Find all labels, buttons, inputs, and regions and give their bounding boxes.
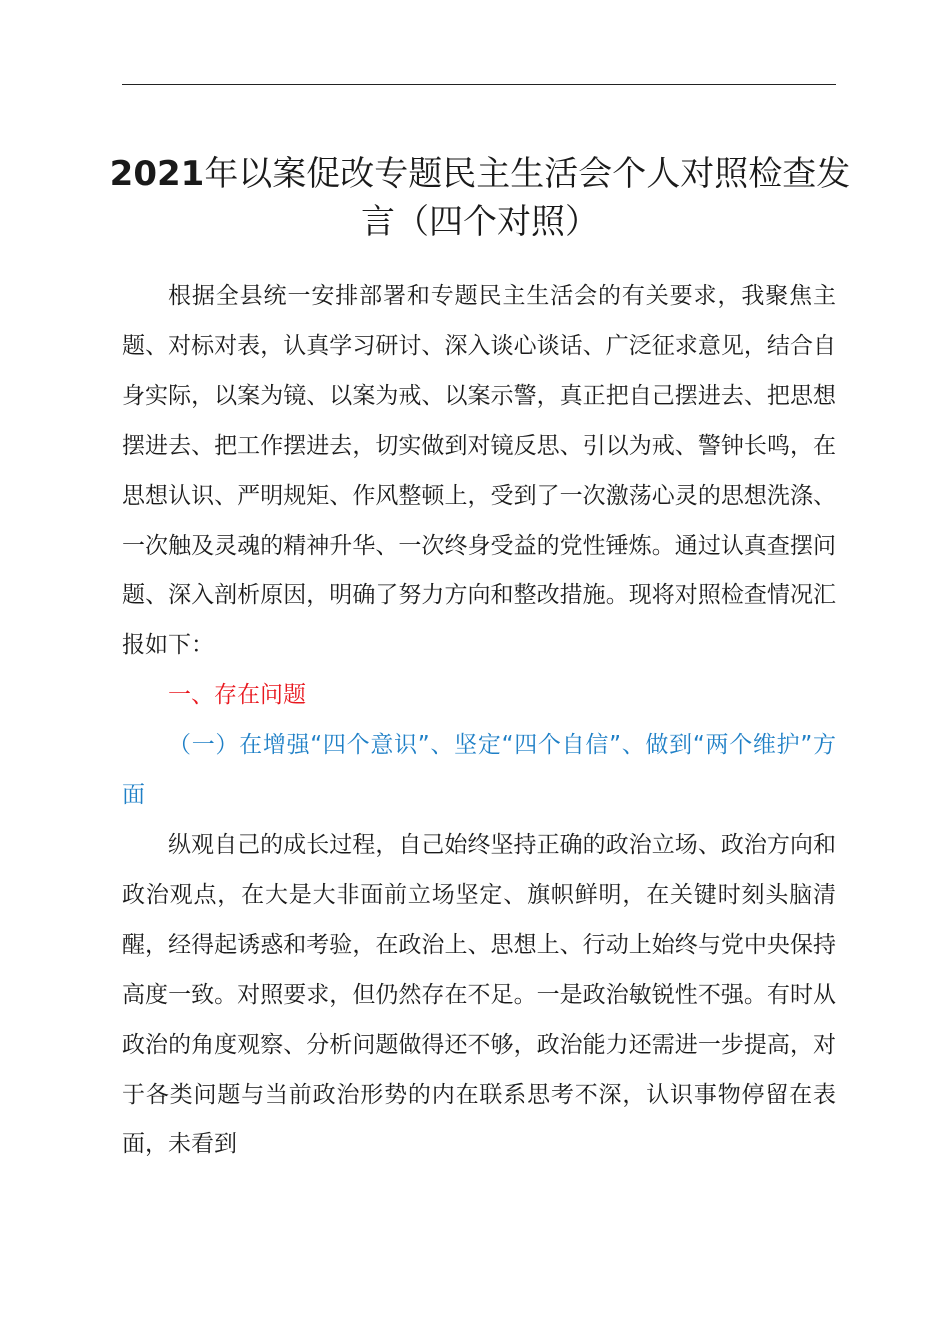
document-body (122, 272, 836, 1170)
title-year: 2021 (109, 154, 205, 194)
title-text: 年以案促改专题民主生活会个人对照检查发言（四个对照） (204, 154, 851, 242)
header-rule (122, 84, 836, 85)
section-heading: 一、存在问题 (168, 682, 306, 709)
intro-paragraph: 根据全县统一安排部署和专题民主生活会的有关要求，我聚焦主题、对标对表，认真学习研讨、深入谈心谈话、广泛征求意见，结合自身实际，以案为镜、以案为戒、以案示警，真正把自己摆进去、把思想摆进去、把工作摆进去，切实做到对镜反思、引以为戒、警钟长鸣，在思想认识、严明规矩、作风整顿上，受到了一次激荡心灵的思想洗涤、一次触及灵魂的精神升华、一次终身受益的党性锤炼。通过认真查摆问题、深入剖析原因，明确了努力方向和整改措施。现将对照检查情况汇报如下： (122, 283, 836, 659)
body-paragraph: 纵观自己的成长过程，自己始终坚持正确的政治立场、政治方向和政治观点，在大是大非面前立场坚定、旗帜鲜明，在关键时刻头脑清醒，经得起诱惑和考验，在政治上、思想上、行动上始终与党中央保持高度一致。对照要求，但仍然存在不足。一是政治敏锐性不强。有时从政治的角度观察、分析问题做得还不够，政治能力还需进一步提高，对于各类问题与当前政治形势的内在联系思考不深，认识事物停留在表面，未看到 (122, 831, 836, 1158)
subsection-heading: （一）在增强“四个意识”、坚定“四个自信”、做到“两个维护”方面 (122, 732, 836, 809)
document-title (100, 150, 860, 246)
